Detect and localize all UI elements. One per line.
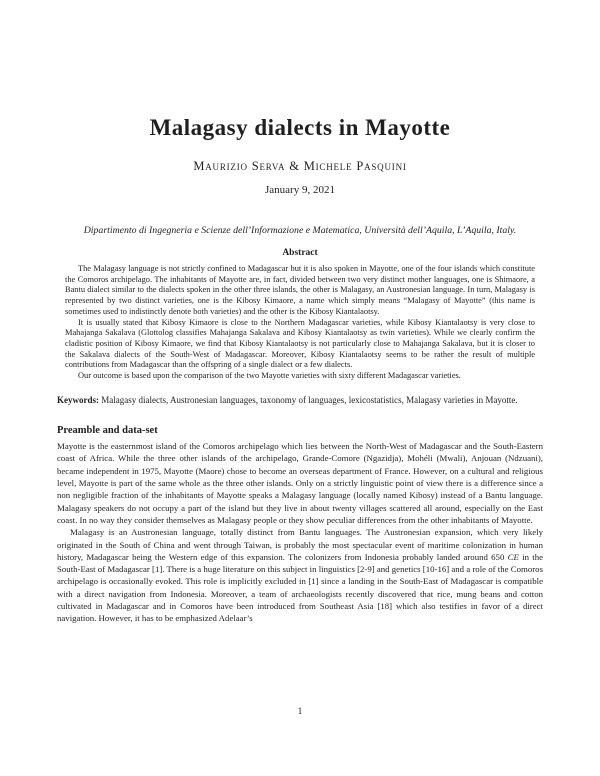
keywords-label: Keywords:: [57, 394, 99, 405]
date-line: January 9, 2021: [265, 184, 335, 196]
paper-title: Malagasy dialects in Mayotte: [149, 115, 451, 140]
affiliation-line: Dipartimento di Ingegneria e Scienze dell’Informazione e Matematica, Università dell’Aquila, L’Aquila, Italy.: [83, 225, 517, 236]
abstract-paragraph-1: The Malagasy language is not strictly confined to Madagascar but it is also spoken in Mayotte, one of the four islands which constitute the Comoros archipelago. The inhabitants of Mayotte are, in fact, divided between two very distinct mother languages, one is Shimaore, a Bantu dialect similar to the dialects spoken in the other three islands, the other is Malagasy, an Austronesian language. In turn, Malagasy is represented by two distinct varieties, one is the Kibosy Kimaore, a name which simply means “Malagasy of Mayotte” (this name is sometimes used to indistinctly denote both varieties) and the other is the Kibosy Kiantalaotsy.: [65, 264, 535, 316]
body-paragraph-1: Mayotte is the easternmost island of the Comoros archipelago which lies between the North-West of Madagascar and the South-Eastern coast of Africa. While the three other islands of the archipelago, Grande-Comore (Ngazidja), Mohéli (Mwali), Anjouan (Ndzuani), became independent in 1975, Mayotte (Maore) chose to become an overseas department of France. However, on a cultural and religious level, Mayotte is part of the same whole as the three other islands. Only on a strictly linguistic point of view there is a difference since a non negligible fraction of the inhabitants of Mayotte speaks a Malagasy language (locally named Kibosy) instead of a Bantu language. Malagasy speakers do not occupy a part of the island but they live in about twenty villages scattered all around, especially on the East coast. In no way they consider themselves as Malagasy people or they show peculiar differences from the other inhabitants of Mayotte.: [57, 441, 543, 525]
body-paragraph-2: [57, 526, 543, 624]
abstract-paragraph-3: Our outcome is based upon the comparison of the two Mayotte varieties with sixty different Madagascar varieties.: [78, 371, 461, 381]
keywords-text: Malagasy dialects, Austronesian languages, taxonomy of languages, lexicostatistics, Malagasy varieties in Mayotte.: [99, 394, 518, 405]
page-number: 1: [297, 707, 303, 717]
ce-era-label: CE: [507, 551, 519, 562]
section-heading-preamble: Preamble and data-set: [57, 425, 158, 437]
abstract-section: [65, 264, 535, 382]
abstract-heading: Abstract: [282, 248, 318, 258]
body-paragraph-2-text: Malagasy is an Austronesian language, totally distinct from Bantu languages. The Austronesian expansion, which very likely originated in the South of China and went through Taiwan, is probably the most spectacular event of maritime colonization in human history, Madagascar being the Western edge of this expansion. The colonizers from Indonesia probably landed around 650: [57, 527, 543, 562]
authors-line: Maurizio Serva & Michele Pasquini: [193, 159, 407, 173]
keywords-line: [57, 394, 543, 406]
body-paragraph-2-text-cont: in the South-East of Madagascar [1]. There is a huge literature on this subject in linguistics [2-9] and genetics [10-16] and a role of the Comoros archipelago is occasionally evoked. This role is implicitly excluded in [1] since a landing in the South-East of Madagascar is compatible with a direct navigation from Indonesia. Moreover, a team of archaeologists recently discovered that rice, mung beans and cotton cultivated in Madagascar and in Comoros have been introduced from Southeast Asia [18] which also testifies in favor of a direct navigation. However, it has to be emphasized Adelaar’s: [57, 551, 543, 624]
abstract-paragraph-2: It is usually stated that Kibosy Kimaore is close to the Northern Madagascar varieties, while Kibosy Kiantalaotsy is very close to Mahajanga Sakalava (Glottolog classifies Mahajanga Sakalava and Kibosy Kiantalaotsy as twin varieties). While we clearly confirm the cladistic position of Kibosy Kimaore, we find that Kibosy Kiantalaotsy is not particularly close to Mahajanga Sakalava, but it is closer to the Sakalava dialects of the South-West of Madagascar. Moreover, Kibosy Kiantalaotsy seems to be rather the result of multiple contributions from Madagascar than the offspring of a single dialect or a few dialects.: [65, 317, 535, 370]
